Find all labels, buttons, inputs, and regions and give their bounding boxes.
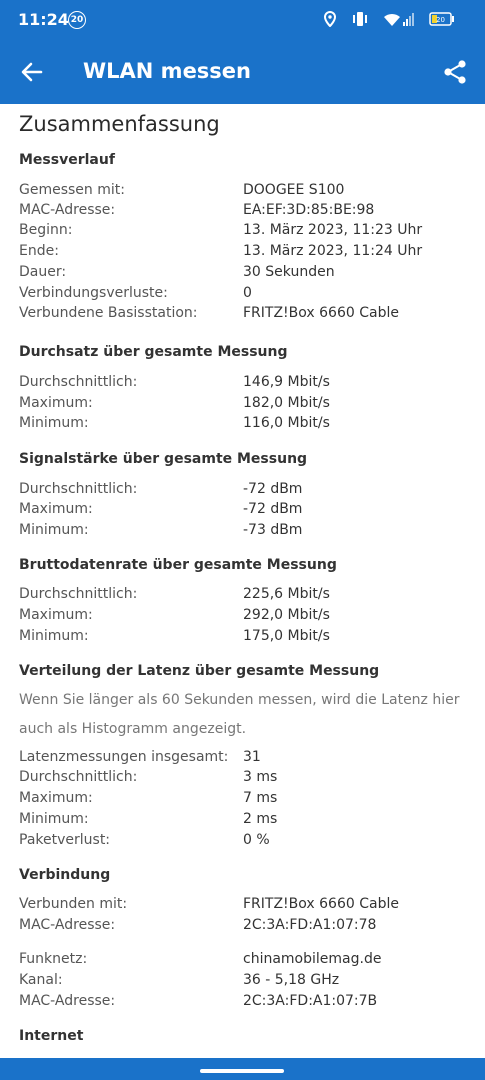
page-title-bar: WLAN messen	[83, 59, 251, 83]
battery-icon	[429, 12, 455, 26]
row-value: 2C:3A:FD:A1:07:78	[243, 917, 377, 933]
status-time: 11:24	[18, 10, 69, 29]
row-label: Funknetz:	[19, 951, 88, 967]
row-latenz-avg	[19, 769, 479, 789]
section-title-messverlauf: Messverlauf	[19, 152, 115, 168]
section-title-signal: Signalstärke über gesamte Messung	[19, 451, 308, 467]
row-value: 31	[243, 749, 261, 765]
row-value: 225,6 Mbit/s	[243, 586, 330, 602]
row-brutto-avg	[19, 586, 479, 606]
row-value: -72 dBm	[243, 481, 303, 497]
battery-level: 20	[436, 16, 445, 24]
section-title-brutto: Bruttodatenrate über gesamte Messung	[19, 557, 337, 573]
row-signal-min	[19, 522, 479, 542]
row-signal-avg	[19, 481, 479, 501]
row-label: Kanal:	[19, 972, 63, 988]
wifi-signal-icon	[383, 11, 415, 27]
row-value: -72 dBm	[243, 501, 303, 517]
row-value: FRITZ!Box 6660 Cable	[243, 305, 399, 321]
row-label: Maximum:	[19, 607, 93, 623]
row-label: Beginn:	[19, 222, 73, 238]
home-gesture-handle[interactable]	[200, 1069, 284, 1073]
row-label: MAC-Adresse:	[19, 202, 116, 218]
row-value: 13. März 2023, 11:23 Uhr	[243, 222, 423, 238]
row-mac-adresse	[19, 202, 479, 222]
share-icon[interactable]	[441, 58, 469, 86]
row-label: Verbunden mit:	[19, 896, 128, 912]
row-latenz-gesamt	[19, 749, 479, 769]
row-value: 0 %	[243, 832, 270, 848]
row-value: 2C:3A:FD:A1:07:7B	[243, 993, 378, 1009]
row-value: 7 ms	[243, 790, 278, 806]
row-label: Paketverlust:	[19, 832, 111, 848]
row-durchsatz-max	[19, 395, 479, 415]
row-value: 30 Sekunden	[243, 264, 335, 280]
status-icons	[323, 11, 455, 27]
row-value: 146,9 Mbit/s	[243, 374, 330, 390]
section-title-verbindung: Verbindung	[19, 867, 111, 883]
location-icon	[323, 11, 337, 27]
row-funknetz	[19, 951, 479, 971]
row-label: Minimum:	[19, 522, 89, 538]
row-gemessen-mit	[19, 182, 479, 202]
row-label: MAC-Adresse:	[19, 993, 116, 1009]
row-label: Minimum:	[19, 628, 89, 644]
row-label: Verbindungsverluste:	[19, 285, 168, 301]
row-latenz-min	[19, 811, 479, 831]
row-value: EA:EF:3D:85:BE:98	[243, 202, 375, 218]
navigation-bar	[0, 1058, 485, 1080]
row-durchsatz-avg	[19, 374, 479, 394]
row-latenz-max	[19, 790, 479, 810]
row-value: 2 ms	[243, 811, 278, 827]
row-value: 3 ms	[243, 769, 278, 785]
row-label: Minimum:	[19, 811, 89, 827]
row-ende	[19, 243, 479, 263]
row-label: Ende:	[19, 243, 59, 259]
row-value: FRITZ!Box 6660 Cable	[243, 896, 399, 912]
row-funknetz-mac	[19, 993, 479, 1013]
row-value: 182,0 Mbit/s	[243, 395, 330, 411]
row-durchsatz-min	[19, 415, 479, 435]
section-title-latenz: Verteilung der Latenz über gesamte Messung	[19, 663, 380, 679]
row-verbunden-mit	[19, 896, 479, 916]
row-label: Durchschnittlich:	[19, 769, 138, 785]
row-label: Maximum:	[19, 501, 93, 517]
row-label: Latenzmessungen insgesamt:	[19, 749, 229, 765]
row-beginn	[19, 222, 479, 242]
row-basisstation	[19, 305, 479, 325]
row-dauer	[19, 264, 479, 284]
row-router-mac	[19, 917, 479, 937]
row-label: Durchschnittlich:	[19, 586, 138, 602]
row-label: Gemessen mit:	[19, 182, 125, 198]
row-label: Durchschnittlich:	[19, 481, 138, 497]
row-value: 292,0 Mbit/s	[243, 607, 330, 623]
row-label: MAC-Adresse:	[19, 917, 116, 933]
row-brutto-min	[19, 628, 479, 648]
row-label: Maximum:	[19, 790, 93, 806]
row-value: 0	[243, 285, 252, 301]
row-value: chinamobilemag.de	[243, 951, 382, 967]
row-brutto-max	[19, 607, 479, 627]
row-paketverlust	[19, 832, 479, 852]
row-kanal	[19, 972, 479, 992]
row-label: Dauer:	[19, 264, 67, 280]
back-arrow-icon[interactable]	[18, 58, 46, 86]
row-verbindungsverluste	[19, 285, 479, 305]
section-title-durchsatz: Durchsatz über gesamte Messung	[19, 344, 288, 360]
vibrate-icon	[351, 11, 369, 27]
latenz-hinweis: Wenn Sie länger als 60 Sekunden messen, wird die Latenz hier auch als Histogramm angezeigt.	[19, 692, 460, 737]
row-label: Durchschnittlich:	[19, 374, 138, 390]
app-bar	[0, 40, 485, 104]
row-value: 116,0 Mbit/s	[243, 415, 330, 431]
row-value: DOOGEE S100	[243, 182, 345, 198]
section-title-internet: Internet	[19, 1028, 84, 1044]
row-label: Verbundene Basisstation:	[19, 305, 198, 321]
summary-heading: Zusammenfassung	[19, 112, 220, 136]
row-value: 36 - 5,18 GHz	[243, 972, 340, 988]
row-value: 13. März 2023, 11:24 Uhr	[243, 243, 423, 259]
row-signal-max	[19, 501, 479, 521]
row-value: 175,0 Mbit/s	[243, 628, 330, 644]
row-label: Maximum:	[19, 395, 93, 411]
row-value: -73 dBm	[243, 522, 303, 538]
row-label: Minimum:	[19, 415, 89, 431]
notification-badge-icon: 20	[68, 11, 86, 29]
status-bar	[0, 0, 485, 40]
